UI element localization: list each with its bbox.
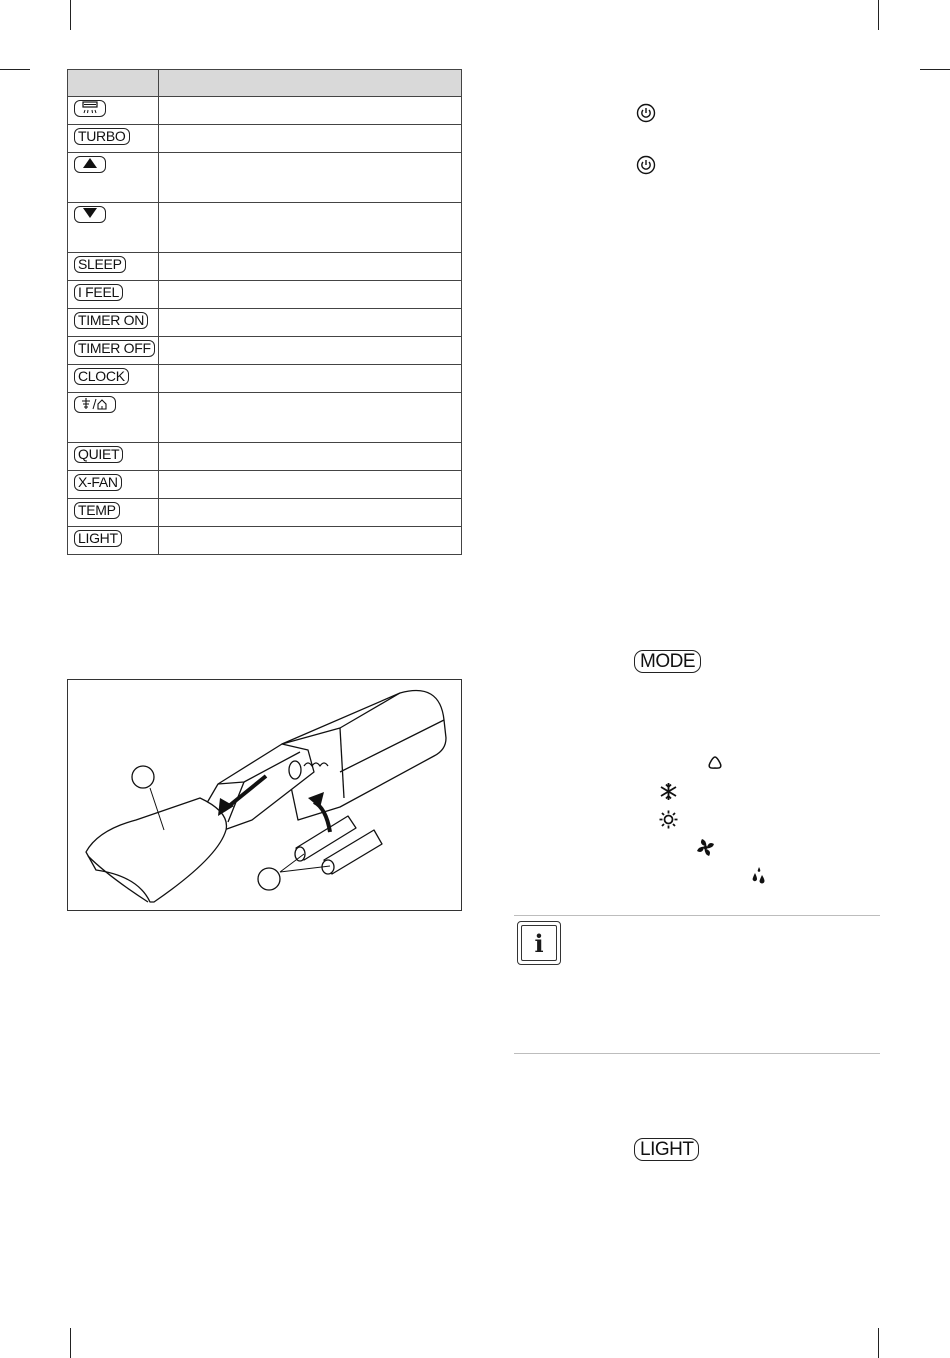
table-row [68, 309, 462, 337]
description-cell [159, 97, 462, 125]
crop-mark [920, 69, 950, 70]
button-cell [68, 471, 159, 499]
crop-mark [878, 1328, 879, 1358]
description-cell [159, 471, 462, 499]
table-row [68, 253, 462, 281]
crop-mark [878, 0, 879, 30]
battery-installation-figure [67, 679, 462, 911]
table-row [68, 365, 462, 393]
table-row [68, 203, 462, 253]
crop-mark [70, 1328, 71, 1358]
button-cell [68, 527, 159, 555]
info-letter: i [521, 925, 557, 961]
button-cell [68, 499, 159, 527]
description-cell [159, 253, 462, 281]
fan-mode-icon [696, 838, 715, 862]
table-row [68, 527, 462, 555]
dry-mode-icon [750, 866, 769, 890]
table-row [68, 393, 462, 443]
table-row [68, 281, 462, 309]
button-key-label: QUIET [74, 446, 123, 463]
auto-mode-icon [706, 755, 724, 776]
button-key-label: LIGHT [74, 530, 122, 547]
description-cell [159, 203, 462, 253]
table-row [68, 125, 462, 153]
note-top-rule [514, 915, 880, 916]
button-key-label: CLOCK [74, 368, 129, 385]
table-row [68, 471, 462, 499]
down-arrow-icon [74, 206, 106, 223]
button-cell [68, 365, 159, 393]
button-cell [68, 309, 159, 337]
table-row [68, 443, 462, 471]
mode-button: MODE [634, 650, 701, 673]
button-key-label: SLEEP [74, 256, 126, 273]
crop-mark [70, 0, 71, 30]
description-cell [159, 365, 462, 393]
button-cell [68, 337, 159, 365]
remote-buttons-table [67, 69, 462, 555]
callout-circle-2 [258, 868, 280, 890]
table-header-cell [68, 70, 159, 97]
callout-circle-1 [132, 766, 154, 788]
description-cell [159, 125, 462, 153]
button-cell [68, 393, 159, 443]
description-cell [159, 309, 462, 337]
remote-battery-illustration [68, 680, 461, 910]
button-key-label: TIMER ON [74, 312, 148, 329]
description-cell [159, 499, 462, 527]
button-key-label: TEMP [74, 502, 120, 519]
button-cell [68, 125, 159, 153]
button-key-label: I FEEL [74, 284, 123, 301]
button-cell [68, 443, 159, 471]
button-cell [68, 281, 159, 309]
button-cell [68, 203, 159, 253]
info-icon [517, 921, 561, 965]
button-cell [68, 97, 159, 125]
table-row [68, 97, 462, 125]
table-header-cell [159, 70, 462, 97]
power-icon [636, 155, 656, 180]
description-cell [159, 337, 462, 365]
table-row [68, 153, 462, 203]
description-cell [159, 443, 462, 471]
description-cell [159, 527, 462, 555]
description-cell [159, 153, 462, 203]
button-key-label: TURBO [74, 128, 130, 145]
description-cell [159, 393, 462, 443]
description-cell [159, 281, 462, 309]
heat-mode-icon [659, 810, 678, 834]
up-arrow-icon [74, 156, 106, 173]
swing-icon [74, 100, 106, 117]
cool-mode-icon [659, 782, 678, 806]
table-header-row [68, 70, 462, 97]
light-button: LIGHT [634, 1138, 699, 1161]
button-key-label: TIMER OFF [74, 340, 155, 357]
button-cell [68, 153, 159, 203]
power-icon [636, 103, 656, 128]
button-cell [68, 253, 159, 281]
health-fresh-icon [74, 396, 116, 413]
table-row [68, 337, 462, 365]
button-key-label: X-FAN [74, 474, 122, 491]
note-bottom-rule [514, 1053, 880, 1054]
crop-mark [0, 69, 30, 70]
table-row [68, 499, 462, 527]
